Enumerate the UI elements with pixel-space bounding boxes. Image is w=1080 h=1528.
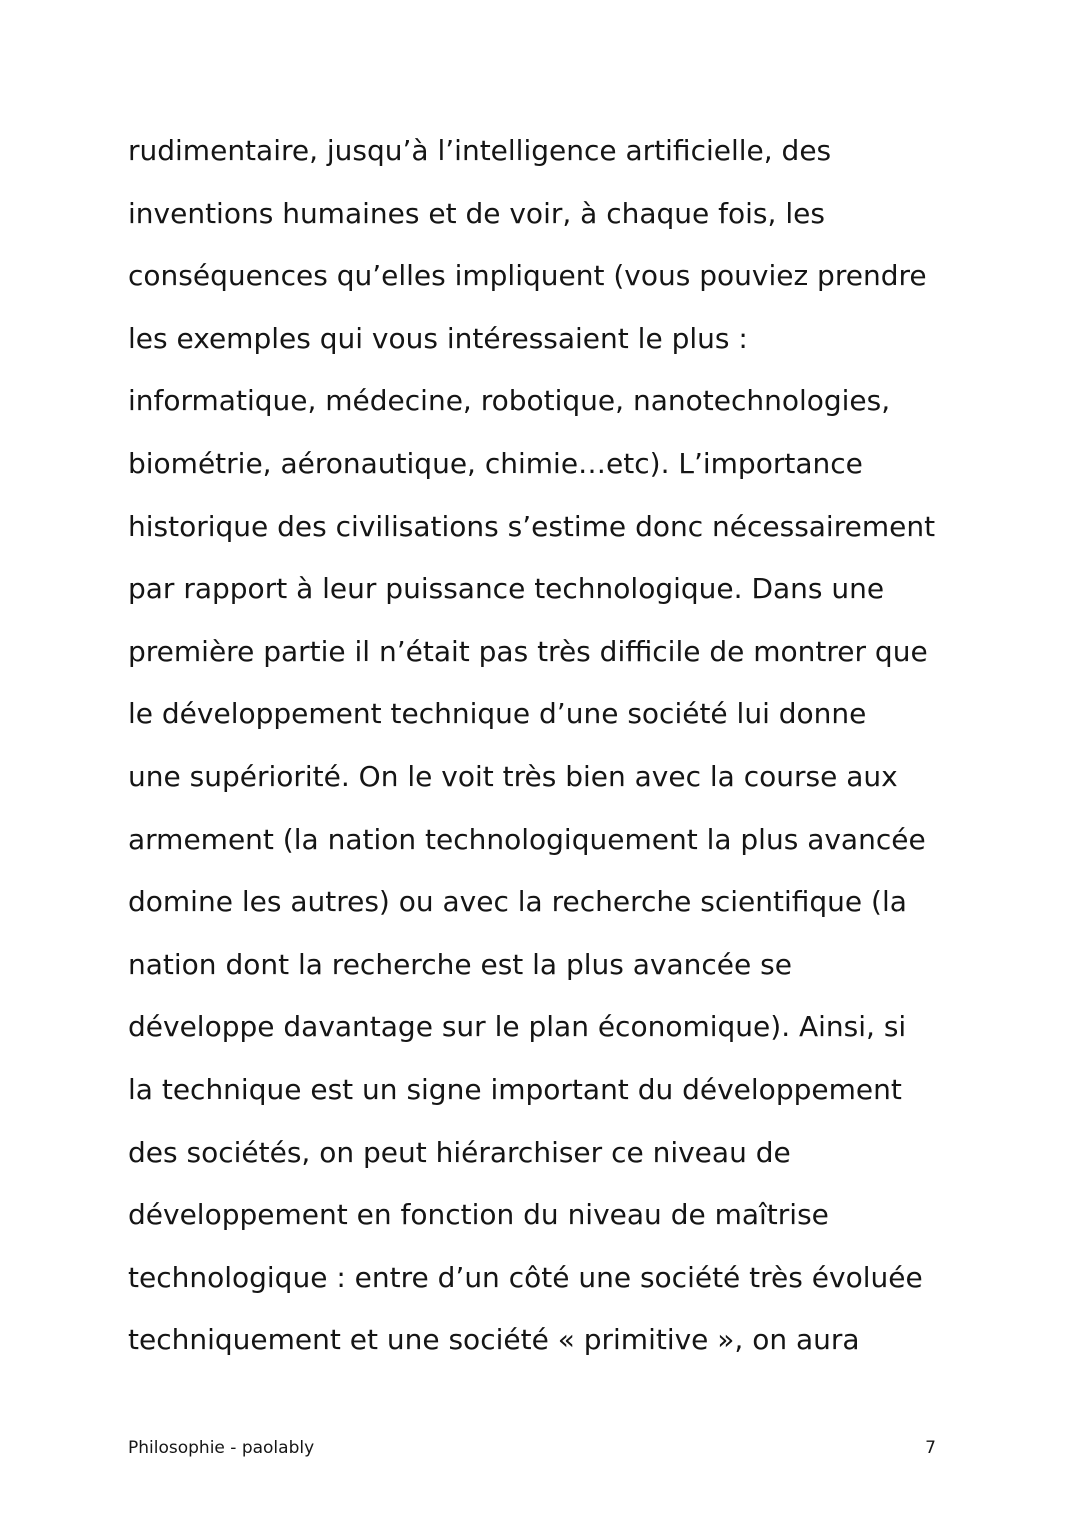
text-line: biométrie, aéronautique, chimie…etc). L’importance	[128, 446, 863, 480]
text-line: la technique est un signe important du développement	[128, 1072, 902, 1106]
page-footer	[128, 1438, 936, 1462]
text-line: des sociétés, on peut hiérarchiser ce niveau de	[128, 1135, 791, 1169]
text-line: par rapport à leur puissance technologique. Dans une	[128, 572, 885, 606]
body-text	[128, 120, 948, 1372]
text-line: technologique : entre d’un côté une société très évoluée	[128, 1260, 923, 1294]
text-line: le développement technique d’une société lui donne	[128, 697, 867, 731]
page-number: 7	[925, 1438, 936, 1458]
text-line: première partie il n’était pas très difficile de montrer que	[128, 634, 928, 668]
text-line: conséquences qu’elles impliquent (vous pouviez prendre	[128, 259, 927, 293]
text-line: domine les autres) ou avec la recherche scientifique (la	[128, 885, 907, 919]
text-line: armement (la nation technologiquement la plus avancée	[128, 822, 926, 856]
footer-title: Philosophie - paolably	[128, 1438, 315, 1458]
text-line: une supériorité. On le voit très bien avec la course aux	[128, 759, 898, 793]
text-line: informatique, médecine, robotique, nanotechnologies,	[128, 384, 891, 418]
text-line: les exemples qui vous intéressaient le plus :	[128, 321, 748, 355]
text-line: rudimentaire, jusqu’à l’intelligence artificielle, des	[128, 134, 832, 167]
text-line: inventions humaines et de voir, à chaque fois, les	[128, 196, 825, 230]
text-line: techniquement et une société « primitive », on aura	[128, 1323, 860, 1357]
text-line: développe davantage sur le plan économique). Ainsi, si	[128, 1010, 907, 1044]
text-line: développement en fonction du niveau de maîtrise	[128, 1198, 829, 1232]
text-line: historique des civilisations s’estime donc nécessairement	[128, 509, 936, 543]
text-line: nation dont la recherche est la plus avancée se	[128, 947, 792, 981]
